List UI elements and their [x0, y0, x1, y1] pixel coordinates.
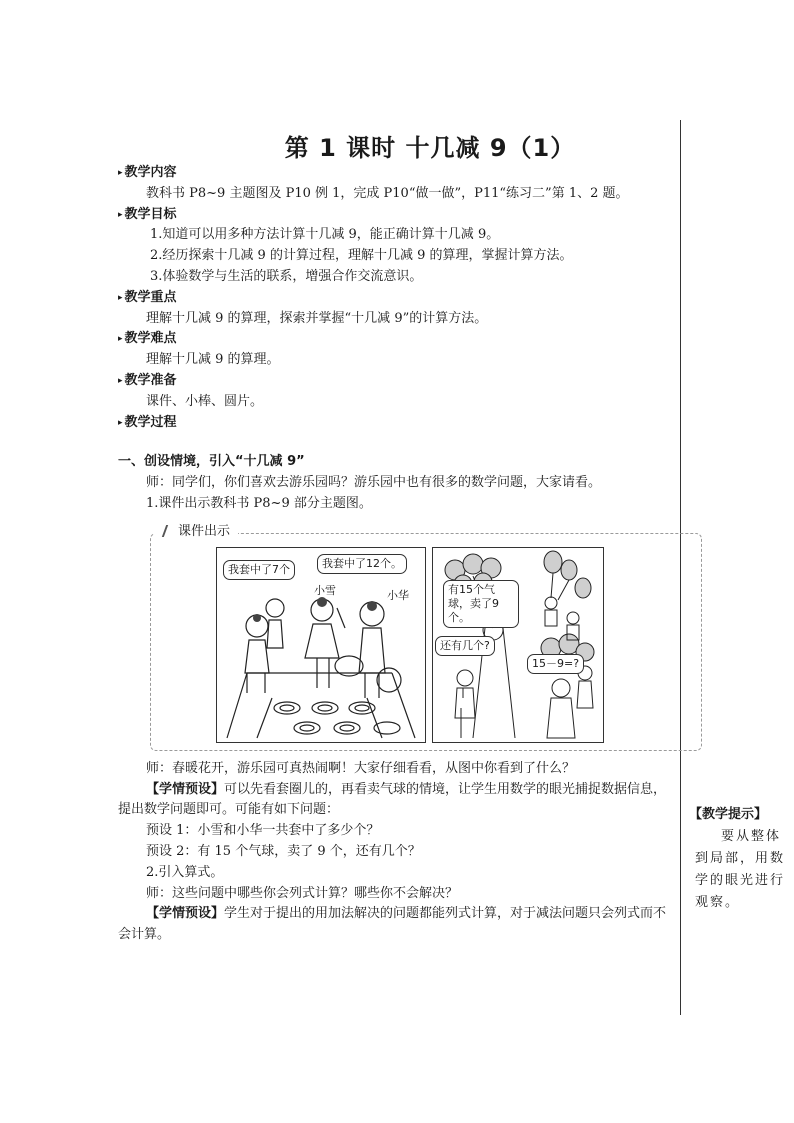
- heading-key-point: ▸ 教学重点: [118, 288, 676, 309]
- speech-bubble: 15－9=?: [527, 654, 584, 674]
- key-point-line: 理解十几减 9 的算理，探索并掌握“十几减 9”的计算方法。: [146, 310, 488, 326]
- paragraph: 【学情预设】学生对于提出的用加法解决的问题都能列式计算，对于减法问题只会列式而不会计算。: [118, 906, 667, 943]
- ring-toss-illustration: [216, 547, 426, 743]
- balloon-seller-illustration: [432, 547, 604, 743]
- arrow-marker-icon: ▸: [118, 375, 123, 386]
- speech-bubble: 有15个气球，卖了9个。: [443, 580, 519, 628]
- paragraph: 2.引入算式。: [146, 864, 224, 880]
- paragraph: 师：这些问题中哪些你会列式计算？哪些你不会解决？: [146, 885, 459, 901]
- character-name: 小雪: [314, 583, 336, 597]
- heading-preparation: ▸ 教学准备: [118, 371, 676, 392]
- tag-label: 【学情预设】: [146, 906, 225, 922]
- arrow-marker-icon: ▸: [118, 417, 123, 428]
- courseware-box: [150, 521, 702, 753]
- arrow-marker-icon: ▸: [118, 168, 123, 178]
- page-title: 第 1 课时 十几减 9（1）: [284, 134, 576, 162]
- arrow-marker-icon: ▸: [118, 334, 123, 345]
- speech-bubble: 我套中了7个: [223, 560, 295, 580]
- paragraph: 师：同学们，你们喜欢去游乐园吗？游乐园中也有很多的数学问题，大家请看。: [146, 475, 602, 491]
- paragraph: 预设 1：小雪和小华一共套中了多少个？: [146, 823, 380, 839]
- content-line: 教科书 P8~9 主题图及 P10 例 1，完成 P10“做一做”，P11“练习二”第 1、2 题。: [146, 185, 629, 201]
- paragraph: 1.课件出示教科书 P8~9 部分主题图。: [146, 495, 372, 511]
- heading-process: ▸ 教学过程: [118, 413, 676, 434]
- lesson-content: [118, 163, 676, 946]
- sidebar-body: 要从整体到局部，用数学的眼光进行观察。: [695, 829, 786, 910]
- heading-content: ▸ 教学内容: [118, 163, 676, 184]
- objective-line: 3.体验数学与生活的联系，增强合作交流意识。: [150, 268, 423, 284]
- preparation-line: 课件、小棒、圆片。: [146, 393, 264, 409]
- tag-label: 【学情预设】: [146, 781, 225, 797]
- arrow-marker-icon: ▸: [118, 292, 123, 303]
- heading-difficulty: ▸ 教学难点: [118, 329, 676, 350]
- paragraph: 师：春暖花开，游乐园可真热闹啊！大家仔细看看，从图中你看到了什么？: [146, 760, 576, 776]
- pencil-tab-icon: [162, 525, 176, 537]
- teaching-tip-sidebar: [689, 804, 787, 914]
- speech-bubble: 我套中了12个。: [317, 554, 407, 574]
- paragraph: 【学情预设】可以先看套圈儿的，再看卖气球的情境，让学生用数学的眼光捕捉数据信息，提出数学问题即可。可能有如下问题：: [118, 781, 667, 818]
- section-title: 一、创设情境，引入“十几减 9”: [118, 454, 305, 470]
- courseware-label: 课件出示: [154, 521, 238, 543]
- difficulty-line: 理解十几减 9 的算理。: [146, 352, 280, 368]
- objective-line: 2.经历探索十几减 9 的计算过程，理解十几减 9 的算理，掌握计算方法。: [150, 248, 573, 264]
- speech-bubble: 还有几个?: [435, 636, 495, 656]
- heading-objectives: ▸ 教学目标: [118, 205, 676, 226]
- arrow-marker-icon: ▸: [118, 209, 123, 220]
- character-name: 小华: [387, 588, 409, 602]
- objective-line: 1.知道可以用多种方法计算十几减 9，能正确计算十几减 9。: [150, 227, 500, 243]
- paragraph: 预设 2：有 15 个气球，卖了 9 个，还有几个？: [146, 843, 421, 859]
- sidebar-heading: 【教学提示】: [689, 807, 768, 822]
